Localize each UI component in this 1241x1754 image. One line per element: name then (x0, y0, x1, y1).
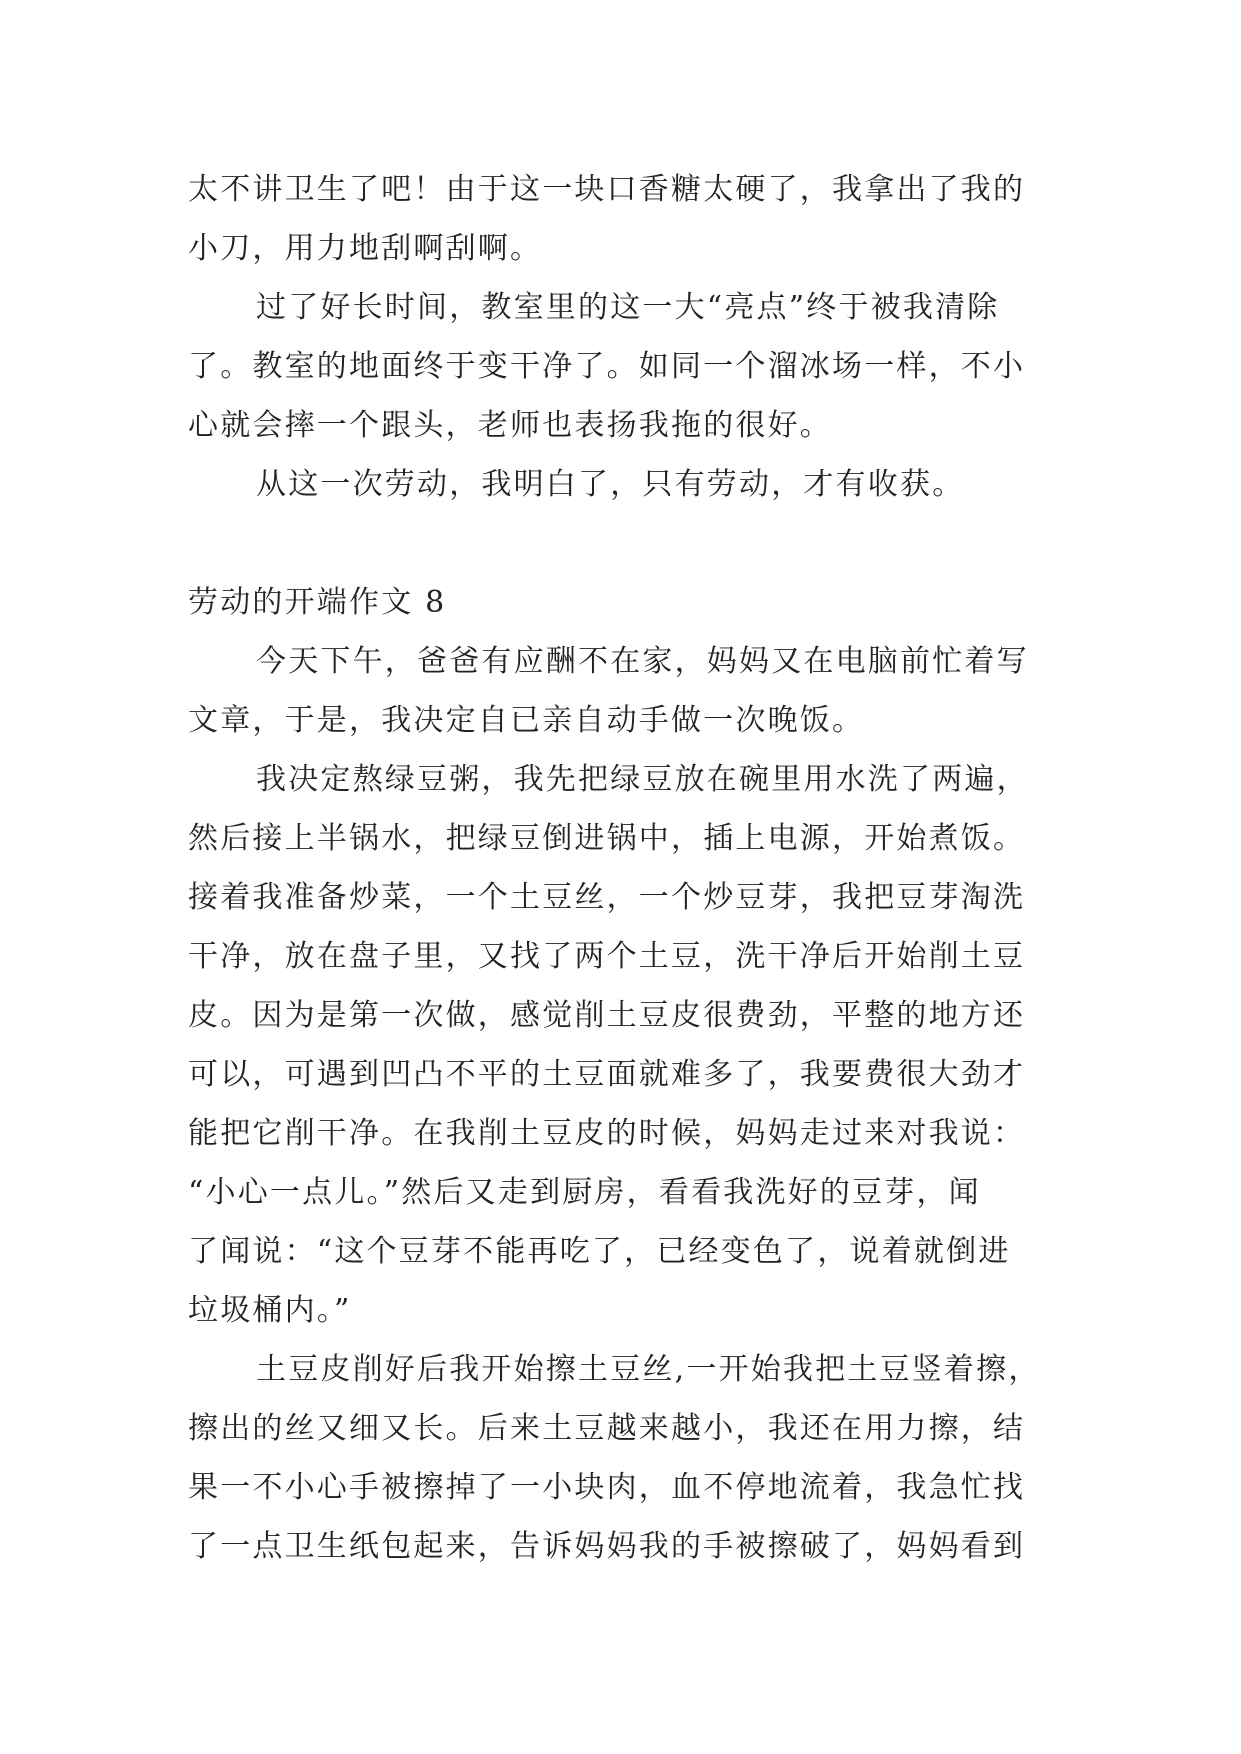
text-line: 小刀，用力地刮啊刮啊。 (188, 231, 543, 266)
text-line: “小心一点儿。”然后又走到厨房，看看我洗好的豆芽，闻 (188, 1175, 981, 1210)
text-line: 太不讲卫生了吧！由于这一块口香糖太硬了，我拿出了我的 (188, 172, 1026, 207)
text-line: 果一不小心手被擦掉了一小块肉，血不停地流着，我急忙找 (188, 1470, 1026, 1505)
text-line: 能把它削干净。在我削土豆皮的时候，妈妈走过来对我说： (188, 1116, 1026, 1151)
paragraph-1 (188, 632, 1053, 750)
paragraph-2 (188, 750, 1053, 1340)
essay-title: 劳动的开端作文 8 (188, 585, 447, 620)
text-line: 了一点卫生纸包起来，告诉妈妈我的手被擦破了，妈妈看到 (188, 1529, 1026, 1564)
text-line: 土豆皮削好后我开始擦土豆丝,一开始我把土豆竖着擦， (256, 1352, 1041, 1387)
text-line: 从这一次劳动，我明白了，只有劳动，才有收获。 (256, 467, 965, 502)
text-line: 垃圾桶内。” (188, 1293, 352, 1328)
text-line: 今天下午，爸爸有应酬不在家，妈妈又在电脑前忙着写 (256, 644, 1029, 679)
document-page (188, 160, 1053, 1576)
text-line: 擦出的丝又细又长。后来土豆越来越小，我还在用力擦，结 (188, 1411, 1026, 1446)
text-line: 我决定熬绿豆粥，我先把绿豆放在碗里用水洗了两遍， (256, 762, 1029, 797)
conclusion-paragraph (188, 455, 1053, 514)
text-line: 皮。因为是第一次做，感觉削土豆皮很费劲，平整的地方还 (188, 998, 1026, 1033)
text-line: 接着我准备炒菜，一个土豆丝，一个炒豆芽，我把豆芽淘洗 (188, 880, 1026, 915)
text-line: 了。教室的地面终于变干净了。如同一个溜冰场一样，不小 (188, 349, 1026, 384)
text-line: 可以，可遇到凹凸不平的土豆面就难多了，我要费很大劲才 (188, 1057, 1026, 1092)
continuation-paragraph (188, 160, 1053, 278)
text-line: 文章，于是，我决定自已亲自动手做一次晚饭。 (188, 703, 865, 738)
text-line: 心就会摔一个跟头，老师也表扬我拖的很好。 (188, 408, 832, 443)
section-gap (188, 514, 1053, 573)
text-line: 了闻说：“这个豆芽不能再吃了，已经变色了，说着就倒进 (188, 1234, 1011, 1269)
text-line: 然后接上半锅水，把绿豆倒进锅中，插上电源，开始煮饭。 (188, 821, 1026, 856)
text-line: 过了好长时间，教室里的这一大“亮点”终于被我清除 (256, 290, 1000, 325)
text-line: 干净，放在盘子里，又找了两个土豆，洗干净后开始削土豆 (188, 939, 1026, 974)
paragraph-3 (188, 1340, 1053, 1576)
cleanup-paragraph (188, 278, 1053, 455)
